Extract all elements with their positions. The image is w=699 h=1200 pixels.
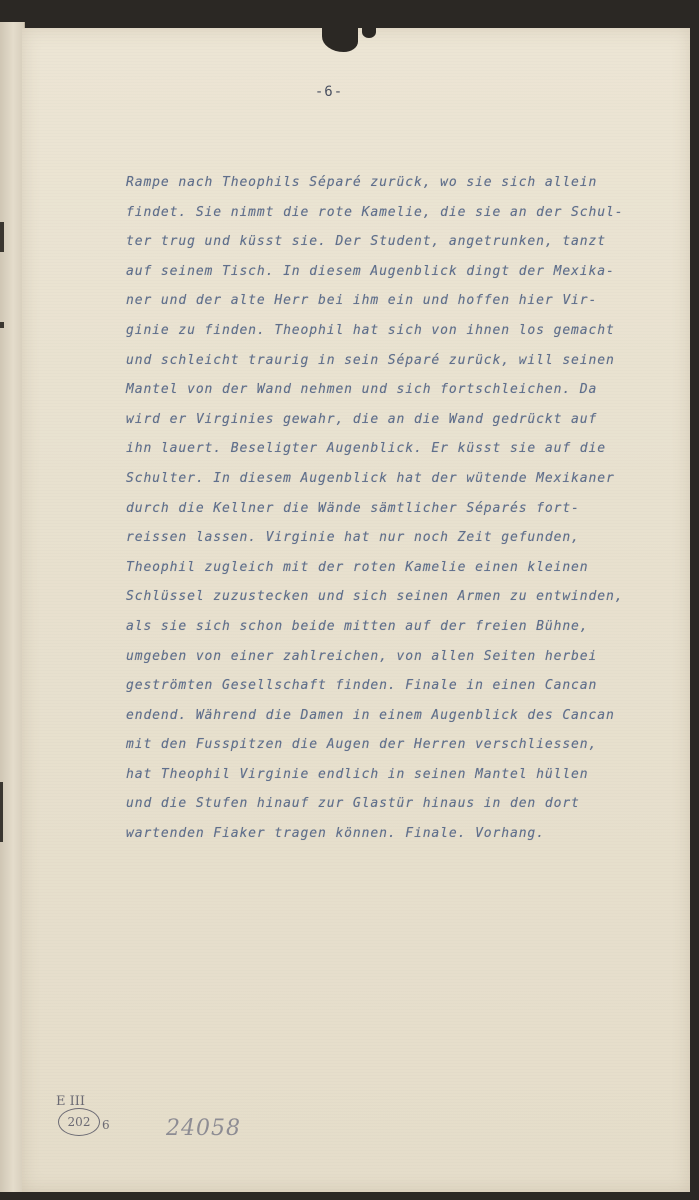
text-line: ihn lauert. Beseligter Augenblick. Er küsst sie auf die xyxy=(126,441,606,457)
text-line: Mantel von der Wand nehmen und sich fortschleichen. Da xyxy=(126,382,598,398)
text-line: und schleicht traurig in sein Séparé zurück, will seinen xyxy=(126,352,615,368)
binding-mark xyxy=(0,782,3,842)
text-line: durch die Kellner die Wände sämtlicher Séparés fort- xyxy=(126,500,580,516)
binding-mark xyxy=(0,222,4,252)
number-suffix: 6 xyxy=(102,1118,110,1132)
text-line: ginie zu finden. Theophil hat sich von ihnen los gemacht xyxy=(126,322,615,338)
text-line: ter trug und küsst sie. Der Student, angetrunken, tanzt xyxy=(126,234,606,250)
text-line: Schlüssel zuzustecken und sich seinen Armen zu entwinden, xyxy=(126,589,624,605)
text-line: umgeben von einer zahlreichen, von allen Seiten herbei xyxy=(126,648,598,664)
text-line: Theophil zugleich mit der roten Kamelie einen kleinen xyxy=(126,559,589,575)
text-line: wird er Virginies gewahr, die an die Wand gedrückt auf xyxy=(126,411,598,427)
inventory-number: 24058 xyxy=(166,1116,241,1141)
text-line: geströmten Gesellschaft finden. Finale in einen Cancan xyxy=(126,678,598,694)
text-line: endend. Während die Damen in einem Augenblick des Cancan xyxy=(126,707,615,723)
text-line: ner und der alte Herr bei ihm ein und hoffen hier Vir- xyxy=(126,293,598,309)
typewritten-text xyxy=(126,168,666,849)
text-line: reissen lassen. Virginie hat nur noch Zeit gefunden, xyxy=(126,530,580,546)
circled-number: 202 xyxy=(58,1108,100,1136)
shelf-mark: E III xyxy=(56,1094,86,1109)
paper-sheet xyxy=(22,28,690,1192)
text-line: auf seinem Tisch. In diesem Augenblick dingt der Mexika- xyxy=(126,263,615,279)
torn-notch xyxy=(322,26,358,52)
text-line: als sie sich schon beide mitten auf der freien Bühne, xyxy=(126,618,589,634)
binding-mark xyxy=(0,322,4,328)
text-line: wartenden Fiaker tragen können. Finale. Vorhang. xyxy=(126,826,545,842)
page-number: -6- xyxy=(314,84,344,100)
text-line: Schulter. In diesem Augenblick hat der wütende Mexikaner xyxy=(126,470,615,486)
text-line: Rampe nach Theophils Séparé zurück, wo sie sich allein xyxy=(126,175,598,190)
torn-notch xyxy=(362,26,376,38)
text-line: hat Theophil Virginie endlich in seinen Mantel hüllen xyxy=(126,766,589,782)
text-line: mit den Fusspitzen die Augen der Herren verschliessen, xyxy=(126,737,598,753)
text-line: findet. Sie nimmt die rote Kamelie, die sie an der Schul- xyxy=(126,204,624,220)
text-line: und die Stufen hinauf zur Glastür hinaus in den dort xyxy=(126,796,580,812)
archive-notes xyxy=(38,1088,278,1178)
